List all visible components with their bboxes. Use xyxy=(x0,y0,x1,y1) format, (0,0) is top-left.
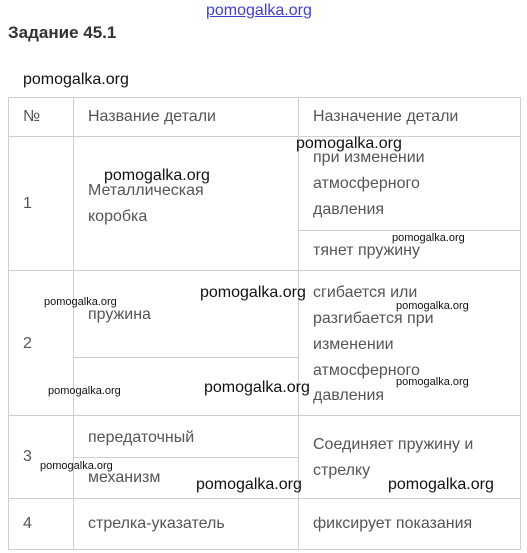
row3-purpose-line1: Соединяет пружину и xyxy=(313,436,474,453)
row2-divider xyxy=(8,415,521,416)
table-border-right xyxy=(520,97,521,550)
header-divider xyxy=(8,136,521,137)
row1-purpose-line2: атмосферного xyxy=(313,175,420,192)
row1-name-line2: коробка xyxy=(88,208,148,225)
row2-purpose-line3: изменении xyxy=(313,336,394,353)
row3-name-a: передаточный xyxy=(88,429,195,446)
row2-purpose-line4: атмосферного xyxy=(313,362,420,379)
row2-purpose-line5: давления xyxy=(313,387,385,404)
top-watermark-link[interactable]: pomogalka.org xyxy=(206,2,312,19)
row2-name: пружина xyxy=(88,306,151,323)
watermark: pomogalka.org xyxy=(296,135,402,152)
watermark: pomogalka.org xyxy=(40,460,113,472)
col1-divider xyxy=(73,97,74,550)
watermark: pomogalka.org xyxy=(392,232,465,244)
watermark: pomogalka.org xyxy=(396,300,469,312)
row1-name-line1: Металлическая xyxy=(88,182,204,199)
header-name: Название детали xyxy=(88,108,216,125)
row2-purpose-line1: сгибается или xyxy=(313,284,418,301)
row3-purpose-line2: стрелку xyxy=(313,462,371,479)
row1-purpose-line3: давления xyxy=(313,201,385,218)
table-border-bottom xyxy=(8,549,521,550)
row2-inner-divider xyxy=(73,357,298,358)
watermark: pomogalka.org xyxy=(396,376,469,388)
watermark: pomogalka.org xyxy=(388,476,494,493)
watermark: pomogalka.org xyxy=(204,379,310,396)
row2-num: 2 xyxy=(23,335,32,352)
row2-purpose-line2: разгибается при xyxy=(313,310,434,327)
row1-purpose-b: тянет пружину xyxy=(313,242,421,259)
task-title: Задание 45.1 xyxy=(8,23,117,42)
table-border-top xyxy=(8,97,521,98)
row1-num: 1 xyxy=(23,195,32,212)
watermark: pomogalka.org xyxy=(104,167,210,184)
site-label: pomogalka.org xyxy=(23,71,129,88)
row1-inner-divider xyxy=(298,230,521,231)
row3-name-b: механизм xyxy=(88,469,161,486)
row4-num: 4 xyxy=(23,515,32,532)
row3-num: 3 xyxy=(23,448,32,465)
table-border-left xyxy=(8,97,9,550)
row3-divider xyxy=(8,498,521,499)
row1-divider xyxy=(8,270,521,271)
watermark: pomogalka.org xyxy=(48,385,121,397)
row3-inner-divider xyxy=(73,457,298,458)
header-num: № xyxy=(23,108,41,125)
header-purpose: Назначение детали xyxy=(313,108,459,125)
watermark: pomogalka.org xyxy=(196,476,302,493)
row4-purpose: фиксирует показания xyxy=(313,515,473,532)
watermark: pomogalka.org xyxy=(200,284,306,301)
row1-purpose-line1: при изменении xyxy=(313,149,425,166)
watermark: pomogalka.org xyxy=(44,296,117,308)
row4-name: стрелка-указатель xyxy=(88,515,225,532)
